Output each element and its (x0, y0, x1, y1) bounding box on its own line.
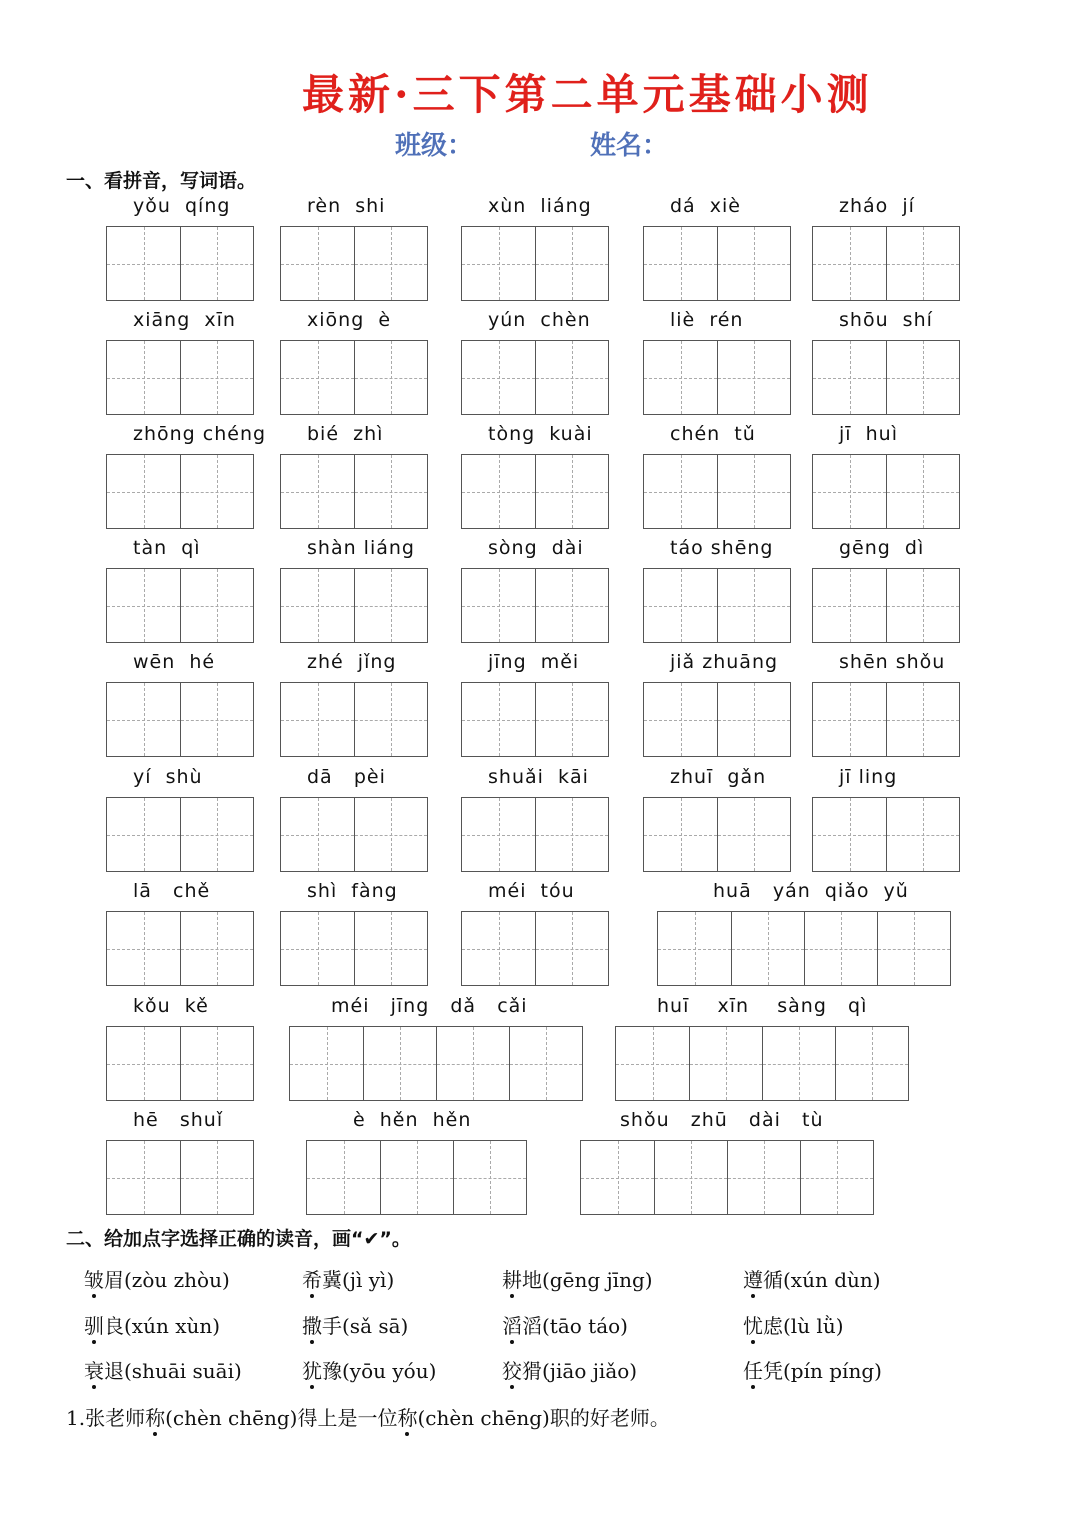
writing-grid[interactable] (280, 454, 428, 529)
writing-cell[interactable] (717, 683, 790, 756)
writing-cell[interactable] (180, 1027, 253, 1100)
choice-options: 良(xún xùn) (104, 1314, 221, 1338)
pinyin-prompt: yí shù (133, 766, 203, 788)
pronunciation-choice[interactable] (302, 1310, 408, 1339)
choice-options: 猾(jiāo jiǎo) (522, 1359, 638, 1383)
writing-cell[interactable] (727, 1141, 800, 1214)
writing-cell[interactable] (354, 683, 427, 756)
writing-grid[interactable] (643, 568, 791, 643)
writing-cell[interactable] (644, 227, 717, 300)
writing-grid[interactable] (812, 568, 960, 643)
writing-cell[interactable] (107, 455, 180, 528)
pinyin-prompt: xiāng xīn (133, 309, 236, 331)
section1-heading: 一、看拼音，写词语。 (66, 170, 257, 192)
writing-cell[interactable] (180, 455, 253, 528)
writing-cell[interactable] (800, 1141, 873, 1214)
writing-cell[interactable] (462, 341, 535, 414)
pronunciation-choice[interactable] (502, 1264, 653, 1293)
choice-options: 豫(yōu yóu) (322, 1359, 437, 1383)
writing-cell[interactable] (581, 1141, 654, 1214)
pinyin-prompt: shōu shí (839, 309, 933, 331)
writing-cell[interactable] (462, 227, 535, 300)
pronunciation-choice[interactable] (743, 1355, 882, 1384)
writing-grid[interactable] (812, 682, 960, 757)
pinyin-prompt: jī ling (839, 766, 898, 788)
writing-cell[interactable] (107, 227, 180, 300)
writing-cell[interactable] (717, 569, 790, 642)
writing-cell[interactable] (886, 569, 959, 642)
writing-grid[interactable] (106, 1140, 254, 1215)
writing-cell[interactable] (462, 683, 535, 756)
pinyin-prompt: shàn liáng (307, 537, 415, 559)
writing-cell[interactable] (436, 1027, 509, 1100)
pinyin-prompt: rèn shi (307, 195, 386, 217)
writing-cell[interactable] (180, 1141, 253, 1214)
pinyin-prompt: tòng kuài (488, 423, 593, 445)
writing-grid[interactable] (461, 911, 609, 986)
writing-grid[interactable] (106, 568, 254, 643)
writing-grid[interactable] (812, 454, 960, 529)
writing-cell[interactable] (107, 798, 180, 871)
writing-grid[interactable] (643, 340, 791, 415)
writing-cell[interactable] (180, 912, 253, 985)
writing-cell[interactable] (644, 798, 717, 871)
writing-cell[interactable] (462, 912, 535, 985)
pinyin-prompt: yǒu qíng (133, 195, 231, 217)
writing-grid[interactable] (106, 454, 254, 529)
pinyin-prompt: huī xīn sàng qì (657, 995, 868, 1017)
writing-cell[interactable] (354, 798, 427, 871)
dotted-character: 撒 (302, 1314, 322, 1338)
writing-grid[interactable] (306, 1140, 527, 1215)
dotted-character: 任 (743, 1359, 763, 1383)
writing-grid[interactable] (643, 226, 791, 301)
writing-grid[interactable] (280, 568, 428, 643)
writing-cell[interactable] (886, 227, 959, 300)
choice-options: 手(sǎ sā) (322, 1314, 409, 1338)
writing-grid[interactable] (106, 226, 254, 301)
writing-cell[interactable] (835, 1027, 908, 1100)
sentence-question: 1.张老师称(chèn chēng)得上是一位称(chèn chēng)职的好老师。 (66, 1406, 670, 1430)
choice-options: 虑(lù lǜ) (763, 1314, 844, 1338)
writing-cell[interactable] (281, 798, 354, 871)
writing-grid[interactable] (106, 682, 254, 757)
writing-cell[interactable] (762, 1027, 835, 1100)
dotted-character: 滔 (502, 1314, 522, 1338)
pronunciation-choice[interactable] (302, 1355, 436, 1384)
writing-cell[interactable] (281, 227, 354, 300)
writing-grid[interactable] (461, 682, 609, 757)
writing-cell[interactable] (654, 1141, 727, 1214)
pinyin-prompt: wēn hé (133, 651, 216, 673)
writing-cell[interactable] (281, 569, 354, 642)
writing-cell[interactable] (886, 683, 959, 756)
writing-cell[interactable] (717, 341, 790, 414)
choice-options: 退(shuāi suāi) (104, 1359, 242, 1383)
writing-cell[interactable] (107, 912, 180, 985)
pinyin-prompt: tàn qì (133, 537, 201, 559)
writing-cell[interactable] (644, 683, 717, 756)
writing-grid[interactable] (106, 340, 254, 415)
pinyin-prompt: méi jīng dǎ cǎi (331, 995, 528, 1017)
writing-cell[interactable] (281, 912, 354, 985)
writing-cell[interactable] (354, 912, 427, 985)
writing-grid[interactable] (280, 797, 428, 872)
writing-grid[interactable] (461, 797, 609, 872)
pinyin-prompt: jiǎ zhuāng (670, 651, 779, 673)
writing-cell[interactable] (535, 798, 608, 871)
writing-cell[interactable] (535, 569, 608, 642)
writing-cell[interactable] (462, 798, 535, 871)
writing-cell[interactable] (717, 227, 790, 300)
writing-cell[interactable] (535, 341, 608, 414)
writing-cell[interactable] (535, 227, 608, 300)
writing-cell[interactable] (180, 683, 253, 756)
pronunciation-choice[interactable] (84, 1310, 220, 1339)
pinyin-prompt: zhōng chéng (133, 423, 267, 445)
writing-cell[interactable] (180, 341, 253, 414)
writing-cell[interactable] (453, 1141, 526, 1214)
writing-cell[interactable] (644, 341, 717, 414)
pronunciation-choice[interactable] (743, 1310, 844, 1339)
writing-cell[interactable] (354, 341, 427, 414)
writing-cell[interactable] (107, 341, 180, 414)
writing-cell[interactable] (281, 341, 354, 414)
pinyin-prompt: dā pèi (307, 766, 386, 788)
writing-cell[interactable] (509, 1027, 582, 1100)
writing-cell[interactable] (877, 912, 950, 985)
writing-cell[interactable] (354, 569, 427, 642)
writing-cell[interactable] (535, 912, 608, 985)
writing-cell[interactable] (290, 1027, 363, 1100)
writing-cell[interactable] (107, 1141, 180, 1214)
writing-cell[interactable] (281, 683, 354, 756)
pinyin-prompt: dá xiè (670, 195, 741, 217)
choice-options: 滔(tāo táo) (522, 1314, 628, 1338)
writing-cell[interactable] (380, 1141, 453, 1214)
writing-grid[interactable] (461, 340, 609, 415)
page-title: 最新·三下第二单元基础小测 (302, 70, 873, 119)
writing-cell[interactable] (180, 227, 253, 300)
writing-cell[interactable] (644, 569, 717, 642)
writing-cell[interactable] (717, 455, 790, 528)
pronunciation-choice[interactable] (502, 1355, 637, 1384)
writing-cell[interactable] (462, 569, 535, 642)
writing-cell[interactable] (354, 227, 427, 300)
dotted-character: 忧 (743, 1314, 763, 1338)
pinyin-prompt: gēng dì (839, 537, 925, 559)
writing-cell[interactable] (886, 798, 959, 871)
writing-grid[interactable] (812, 340, 960, 415)
writing-cell[interactable] (354, 455, 427, 528)
pinyin-prompt: hē shuǐ (133, 1109, 224, 1131)
dotted-character: 希 (302, 1268, 322, 1292)
pinyin-prompt: jī huì (839, 423, 898, 445)
writing-grid[interactable] (106, 1026, 254, 1101)
class-label: 班级： (395, 131, 474, 161)
pinyin-prompt: lā chě (133, 880, 211, 902)
writing-grid[interactable] (461, 568, 609, 643)
writing-cell[interactable] (107, 683, 180, 756)
dotted-character: 犹 (302, 1359, 322, 1383)
pronunciation-choice[interactable] (84, 1264, 230, 1293)
writing-grid[interactable] (289, 1026, 583, 1101)
writing-cell[interactable] (813, 227, 886, 300)
writing-grid[interactable] (106, 797, 254, 872)
writing-cell[interactable] (689, 1027, 762, 1100)
pinyin-prompt: shēn shǒu (839, 651, 946, 673)
writing-cell[interactable] (616, 1027, 689, 1100)
choice-options: 循(xún dùn) (763, 1268, 881, 1292)
pinyin-prompt: shuǎi kāi (488, 766, 589, 788)
writing-grid[interactable] (615, 1026, 909, 1101)
pinyin-prompt: zhuī gǎn (670, 766, 767, 788)
writing-cell[interactable] (804, 912, 877, 985)
writing-grid[interactable] (280, 340, 428, 415)
writing-cell[interactable] (462, 455, 535, 528)
pinyin-prompt: kǒu kě (133, 995, 209, 1017)
writing-cell[interactable] (658, 912, 731, 985)
pinyin-prompt: sòng dài (488, 537, 584, 559)
writing-grid[interactable] (280, 226, 428, 301)
choice-options: 地(gēng jīng) (522, 1268, 653, 1292)
pronunciation-choice[interactable] (84, 1355, 242, 1384)
pronunciation-choice[interactable] (302, 1264, 394, 1293)
dotted-character: 耕 (502, 1268, 522, 1292)
writing-cell[interactable] (535, 683, 608, 756)
writing-cell[interactable] (813, 455, 886, 528)
writing-grid[interactable] (657, 911, 951, 986)
writing-cell[interactable] (813, 341, 886, 414)
dotted-character: 皱 (84, 1268, 104, 1292)
writing-cell[interactable] (886, 341, 959, 414)
name-label: 姓名： (590, 131, 669, 161)
writing-cell[interactable] (307, 1141, 380, 1214)
dotted-character: 驯 (84, 1314, 104, 1338)
writing-grid[interactable] (461, 454, 609, 529)
writing-cell[interactable] (813, 683, 886, 756)
writing-cell[interactable] (813, 569, 886, 642)
pinyin-prompt: huā yán qiǎo yǔ (713, 880, 909, 902)
choice-options: 眉(zòu zhòu) (104, 1268, 230, 1292)
writing-grid[interactable] (643, 682, 791, 757)
writing-cell[interactable] (180, 798, 253, 871)
pinyin-prompt: shǒu zhū dài tù (620, 1109, 824, 1131)
writing-cell[interactable] (644, 455, 717, 528)
dotted-character: 遵 (743, 1268, 763, 1292)
writing-cell[interactable] (363, 1027, 436, 1100)
choice-options: 冀(jì yì) (322, 1268, 395, 1292)
writing-cell[interactable] (717, 798, 790, 871)
writing-grid[interactable] (580, 1140, 874, 1215)
writing-grid[interactable] (461, 226, 609, 301)
pinyin-prompt: zháo jí (839, 195, 915, 217)
pinyin-prompt: liè rén (670, 309, 744, 331)
pronunciation-choice[interactable] (743, 1264, 881, 1293)
writing-cell[interactable] (886, 455, 959, 528)
choice-options: 凭(pín píng) (763, 1359, 882, 1383)
pinyin-prompt: shì fàng (307, 880, 398, 902)
writing-grid[interactable] (643, 454, 791, 529)
writing-grid[interactable] (280, 911, 428, 986)
writing-cell[interactable] (107, 1027, 180, 1100)
pinyin-prompt: zhé jǐng (307, 651, 397, 673)
writing-grid[interactable] (280, 682, 428, 757)
writing-grid[interactable] (643, 797, 791, 872)
writing-cell[interactable] (813, 798, 886, 871)
writing-grid[interactable] (812, 797, 960, 872)
writing-cell[interactable] (180, 569, 253, 642)
writing-grid[interactable] (106, 911, 254, 986)
dotted-character: 狡 (502, 1359, 522, 1383)
pinyin-prompt: táo shēng (670, 537, 774, 559)
writing-cell[interactable] (535, 455, 608, 528)
pinyin-prompt: è hěn hěn (353, 1109, 472, 1131)
writing-cell[interactable] (107, 569, 180, 642)
writing-cell[interactable] (281, 455, 354, 528)
pinyin-prompt: chén tǔ (670, 423, 756, 445)
section2-heading: 二、给加点字选择正确的读音，画“✔”。 (66, 1228, 411, 1250)
pinyin-prompt: jīng měi (488, 651, 580, 673)
pinyin-prompt: yún chèn (488, 309, 591, 331)
writing-cell[interactable] (731, 912, 804, 985)
pinyin-prompt: xiōng è (307, 309, 392, 331)
pinyin-prompt: bié zhì (307, 423, 384, 445)
writing-grid[interactable] (812, 226, 960, 301)
pronunciation-choice[interactable] (502, 1310, 628, 1339)
pinyin-prompt: xùn liáng (488, 195, 592, 217)
dotted-character: 衰 (84, 1359, 104, 1383)
pinyin-prompt: méi tóu (488, 880, 575, 902)
